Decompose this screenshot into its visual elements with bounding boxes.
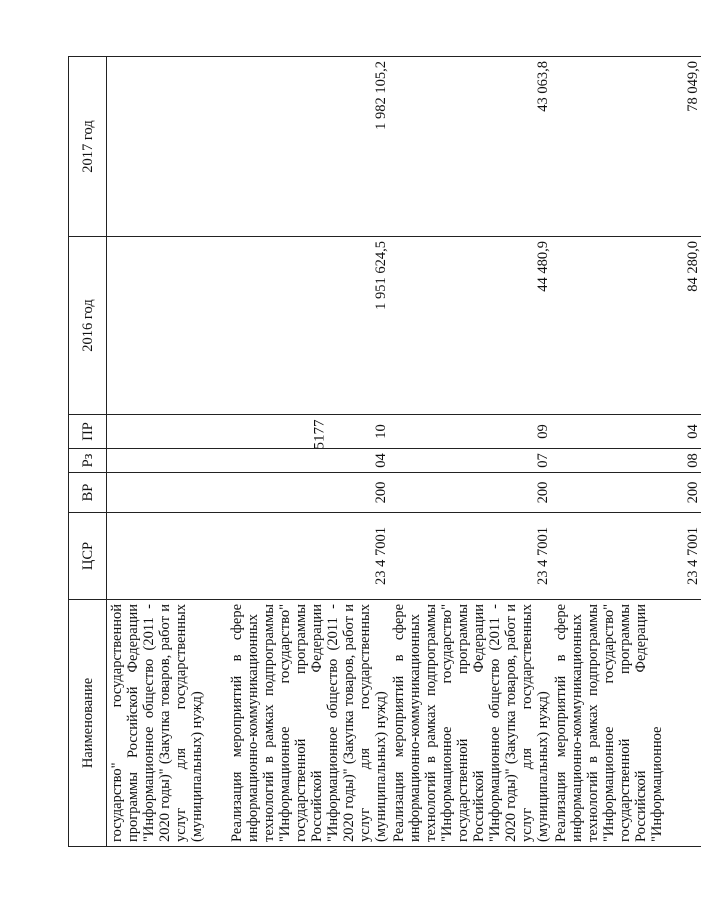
row-pr: 04: [551, 415, 701, 449]
header-name: Наименование: [69, 600, 107, 847]
header-2017: 2017 год: [69, 57, 107, 237]
header-csr: ЦСР: [69, 513, 107, 600]
row-csr: 23 4 7001: [389, 513, 551, 600]
table-row: [227, 57, 389, 847]
row-2017: 78 049,0: [551, 57, 701, 237]
row-vr: 200: [389, 473, 551, 513]
budget-table: [68, 56, 701, 847]
table-row: [107, 57, 228, 847]
row-rz: [107, 449, 228, 473]
row-vr: 200: [551, 473, 701, 513]
table-header-row: [69, 57, 107, 847]
header-pr: ПР: [69, 415, 107, 449]
row-name: государство" государственной программы Российской Федерации "Информационное общество (2011 - 2020 годы)" (Закупка товаров, работ и услуг для государственных (муниципальных) нужд): [107, 600, 228, 847]
row-name: Реализация мероприятий в сфере информационно-коммуникационных технологий в рамках подпрограммы "Информационное государство" государственной программы Российской Федерации "Информационное: [551, 600, 701, 847]
row-pr: 09: [389, 415, 551, 449]
header-rz: Рз: [69, 449, 107, 473]
row-2017: [107, 57, 228, 237]
row-name: Реализация мероприятий в сфере информационно-коммуникационных технологий в рамках подпрограммы "Информационное государство" государственной программы Российской Федерации "Информационное общество (2011 - 2020 годы)" (Закупка товаров, работ и услуг для государственных (муниципальных) нужд): [389, 600, 551, 847]
row-csr: [107, 513, 228, 600]
row-2016: 1 951 624,5: [227, 237, 389, 415]
row-csr: 23 4 7001: [227, 513, 389, 600]
row-2017: 43 063,8: [389, 57, 551, 237]
row-rz: 07: [389, 449, 551, 473]
header-vr: ВР: [69, 473, 107, 513]
table-row: [551, 57, 701, 847]
page-number: 5177: [311, 419, 328, 450]
table-row: [389, 57, 551, 847]
row-2016: [107, 237, 228, 415]
row-vr: [107, 473, 228, 513]
row-vr: 200: [227, 473, 389, 513]
header-2016: 2016 год: [69, 237, 107, 415]
row-name: Реализация мероприятий в сфере информационно-коммуникационных технологий в рамках подпрограммы "Информационное государство" государственной программы Российской Федерации "Информационное общество (2011 - 2020 годы)" (Закупка товаров, работ и услуг для государственных (муниципальных) нужд): [227, 600, 389, 847]
row-pr: [107, 415, 228, 449]
row-2016: 44 480,9: [389, 237, 551, 415]
row-rz: 08: [551, 449, 701, 473]
row-2017: 1 982 105,2: [227, 57, 389, 237]
row-csr: 23 4 7001: [551, 513, 701, 600]
row-rz: 04: [227, 449, 389, 473]
budget-table-container: [68, 57, 701, 847]
row-2016: 84 280,0: [551, 237, 701, 415]
row-pr: 10: [227, 415, 389, 449]
